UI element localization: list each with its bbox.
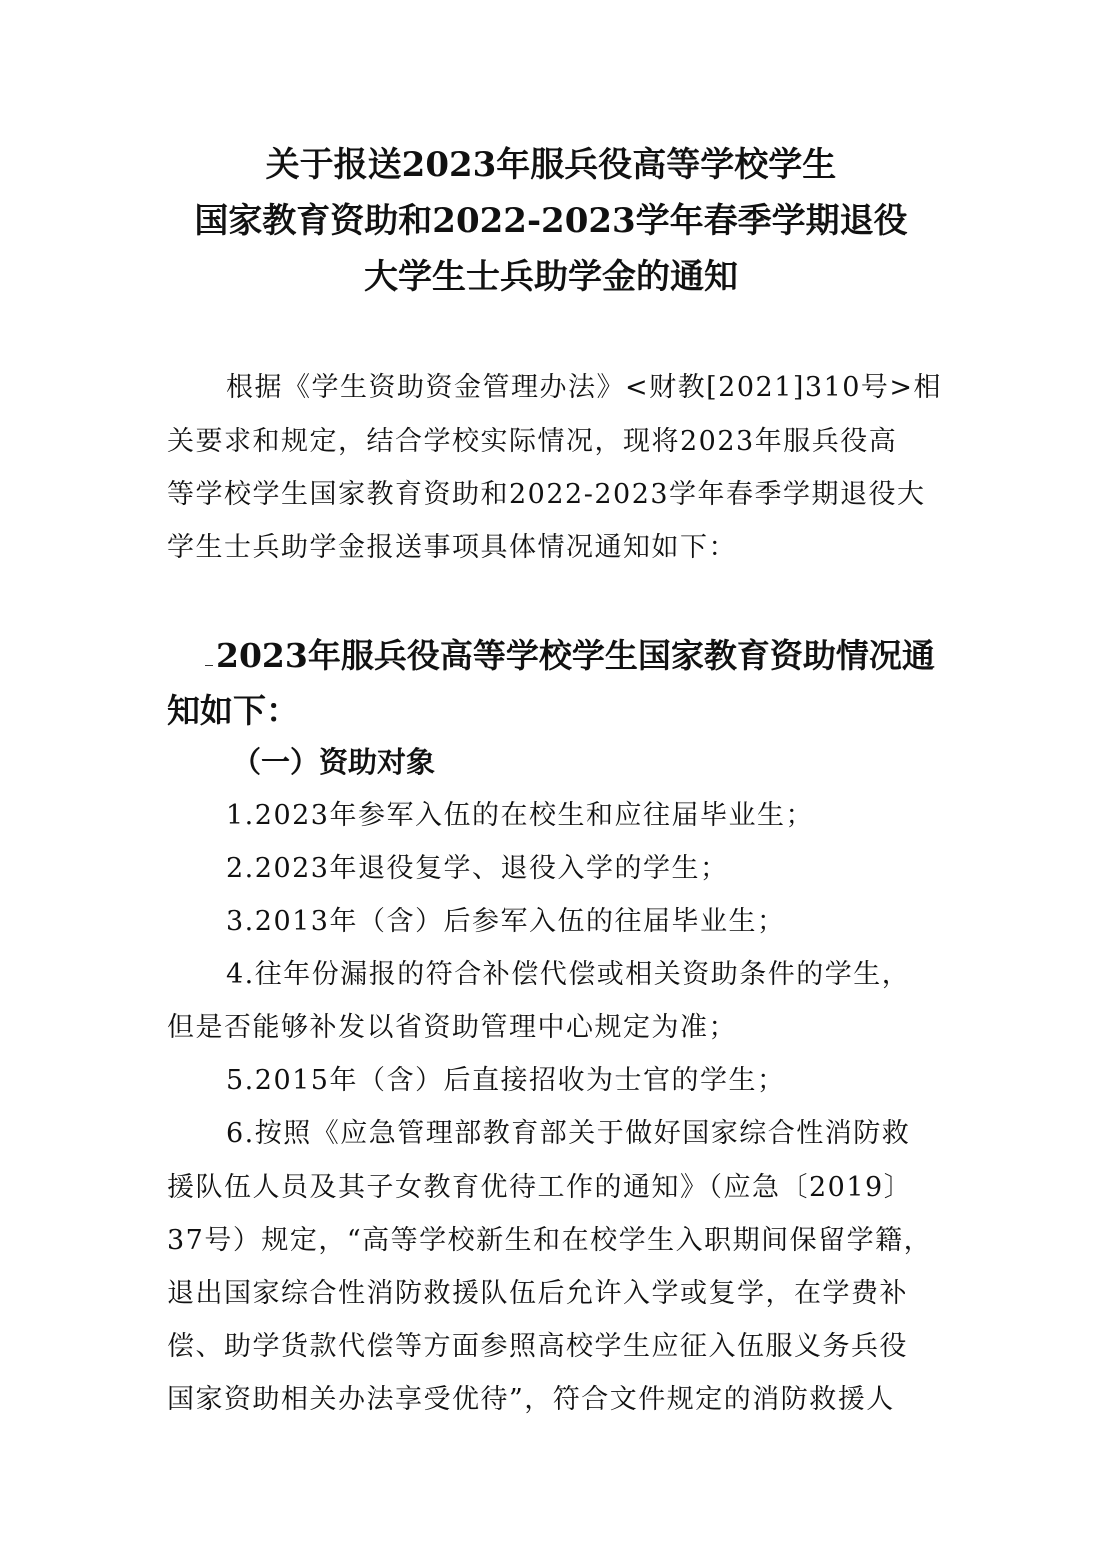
document-title-line-1: 关于报送2023年服兵役高等学校学生 (265, 145, 837, 185)
list-item-continuation: 37号）规定，“高等学校新生和在校学生入职期间保留学籍， (167, 1225, 933, 1256)
document-title-line-3: 大学生士兵助学金的通知 (364, 257, 738, 297)
list-item: 5.2015年（含）后直接招收为士官的学生； (226, 1065, 786, 1096)
list-item-continuation: 偿、助学货款代偿等方面参照高校学生应征入伍服义务兵役 (167, 1331, 908, 1362)
list-item: 4.往年份漏报的符合补偿代偿或相关资助条件的学生， (226, 959, 911, 990)
section-heading-line-2: 知如下： (167, 691, 299, 730)
intro-paragraph-line: 等学校学生国家教育资助和2022-2023学年春季学期退役大 (167, 479, 926, 510)
intro-paragraph-line: 关要求和规定，结合学校实际情况，现将2023年服兵役高 (167, 426, 898, 457)
intro-paragraph-line: 学生士兵助学金报送事项具体情况通知如下： (167, 532, 737, 563)
list-item: 2.2023年退役复学、退役入学的学生； (226, 853, 729, 884)
list-item-continuation: 退出国家综合性消防救援队伍后允许入学或复学，在学费补 (167, 1278, 908, 1309)
list-item-continuation: 但是否能够补发以省资助管理中心规定为准； (167, 1012, 737, 1043)
subsection-heading: （一）资助对象 (232, 745, 436, 779)
intro-paragraph-line: 根据《学生资助资金管理办法》<财教[2021]310号>相 (226, 372, 943, 403)
list-item: 3.2013年（含）后参军入伍的往届毕业生； (226, 906, 786, 937)
list-item: 6.按照《应急管理部教育部关于做好国家综合性消防救 (226, 1118, 911, 1149)
list-marker (205, 665, 213, 666)
document-title-line-2: 国家教育资助和2022-2023学年春季学期退役 (194, 201, 908, 241)
list-item-continuation: 援队伍人员及其子女教育优待工作的通知》（应急〔2019〕 (167, 1172, 913, 1203)
list-item-continuation: 国家资助相关办法享受优待”，符合文件规定的消防救援人 (167, 1384, 895, 1415)
list-item: 1.2023年参军入伍的在校生和应往届毕业生； (226, 800, 814, 831)
section-heading-line-1: 2023年服兵役高等学校学生国家教育资助情况通 (216, 636, 935, 675)
